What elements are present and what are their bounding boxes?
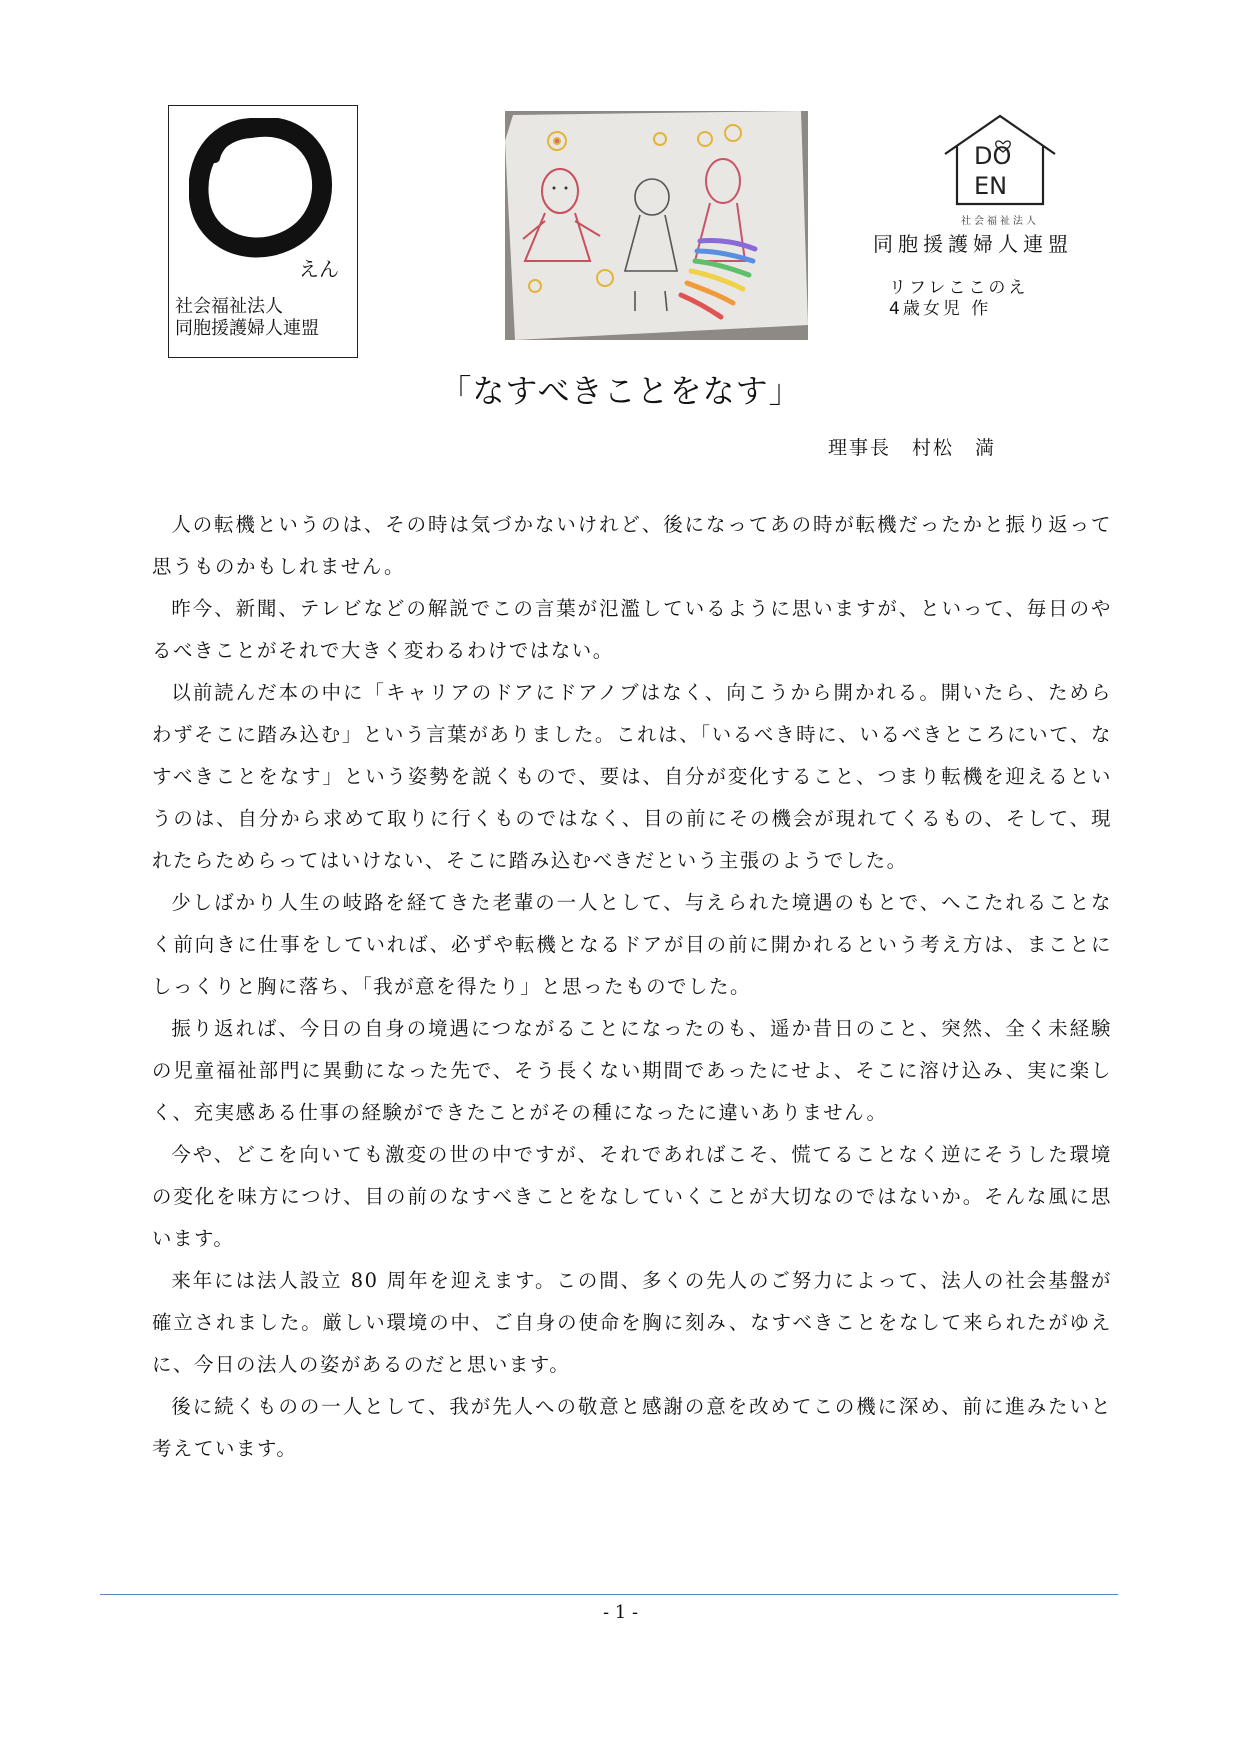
logo-org-line2: 同胞援護婦人連盟 bbox=[175, 318, 319, 339]
paragraph: 振り返れば、今日の自身の境遇につながることになったのも、遥か昔日のこと、突然、全く未経験の児童福祉部門に異動になった先で、そう長くない期間であったにせよ、そこに溶け込み、実に楽しく、充実感ある仕事の経験ができたことがその種になったに違いありません。 bbox=[152, 1017, 1112, 1124]
logo-org-name bbox=[175, 296, 319, 340]
footer-divider bbox=[100, 1594, 1118, 1595]
page-title: 「なすべきことをなす」 bbox=[439, 372, 802, 410]
doen-house-logo-icon bbox=[937, 112, 1063, 212]
paragraph: 後に続くものの一人として、我が先人への敬意と感謝の意を改めてこの機に深め、前に進みたいと考えています。 bbox=[152, 1395, 1112, 1460]
house-logo-subtext: 社会福祉法人 bbox=[961, 216, 1039, 227]
author-line: 理事長 村松 満 bbox=[828, 437, 997, 459]
house-text-top: DO bbox=[974, 142, 1012, 170]
paragraph: 人の転機というのは、その時は気づかないけれど、後になってあの時が転機だったかと振り返って思うものかもしれません。 bbox=[152, 513, 1112, 578]
page-number: - 1 - bbox=[602, 1602, 639, 1623]
enso-logo-box bbox=[168, 105, 358, 358]
paragraph: 昨今、新聞、テレビなどの解説でこの言葉が氾濫しているように思いますが、といって、毎日のやるべきことがそれで大きく変わるわけではない。 bbox=[152, 597, 1112, 662]
logo-org-line1: 社会福祉法人 bbox=[175, 296, 283, 317]
child-drawing-photo bbox=[505, 111, 808, 340]
drawing-caption bbox=[889, 278, 1028, 320]
paragraph: 今や、どこを向いても激変の世の中ですが、それであればこそ、慌てることなく逆にそうした環境の変化を味方につけ、目の前のなすべきことをなしていくことが大切なのではないか。そんな風に思います。 bbox=[152, 1143, 1112, 1250]
enso-circle-icon bbox=[189, 118, 339, 263]
house-text-bottom: EN bbox=[974, 172, 1008, 200]
caption-line1: リフレここのえ bbox=[889, 278, 1029, 298]
paragraph: 来年には法人設立 80 周年を迎えます。この間、多くの先人のご努力によって、法人の社会基盤が確立されました。厳しい環境の中、ご自身の使命を胸に刻み、なすべきことをなして来られたがゆえに、今日の法人の姿があるのだと思います。 bbox=[152, 1269, 1112, 1376]
logo-en-text: えん bbox=[299, 257, 339, 281]
caption-line2: 4歳女児 作 bbox=[889, 299, 992, 319]
paragraph: 少しばかり人生の岐路を経てきた老輩の一人として、与えられた境遇のもとで、へこたれることなく前向きに仕事をしていれば、必ずや転機となるドアが目の前に開かれるという考え方は、まことにしっくりと胸に落ち、「我が意を得たり」と思ったものでした。 bbox=[152, 891, 1112, 998]
house-logo-org-name: 同胞援護婦人連盟 bbox=[873, 232, 1073, 256]
article-body bbox=[152, 504, 1112, 1470]
paragraph: 以前読んだ本の中に「キャリアのドアにドアノブはなく、向こうから開かれる。開いたら、ためらわずそこに踏み込む」という言葉がありました。これは、「いるべき時に、いるべきところにいて、なすべきことをなす」という姿勢を説くもので、要は、自分が変化すること、つまり転機を迎えるというのは、自分から求めて取りに行くものではなく、目の前にその機会が現れてくるもの、そして、現れたらためらってはいけない、そこに踏み込むべきだという主張のようでした。 bbox=[152, 681, 1112, 872]
